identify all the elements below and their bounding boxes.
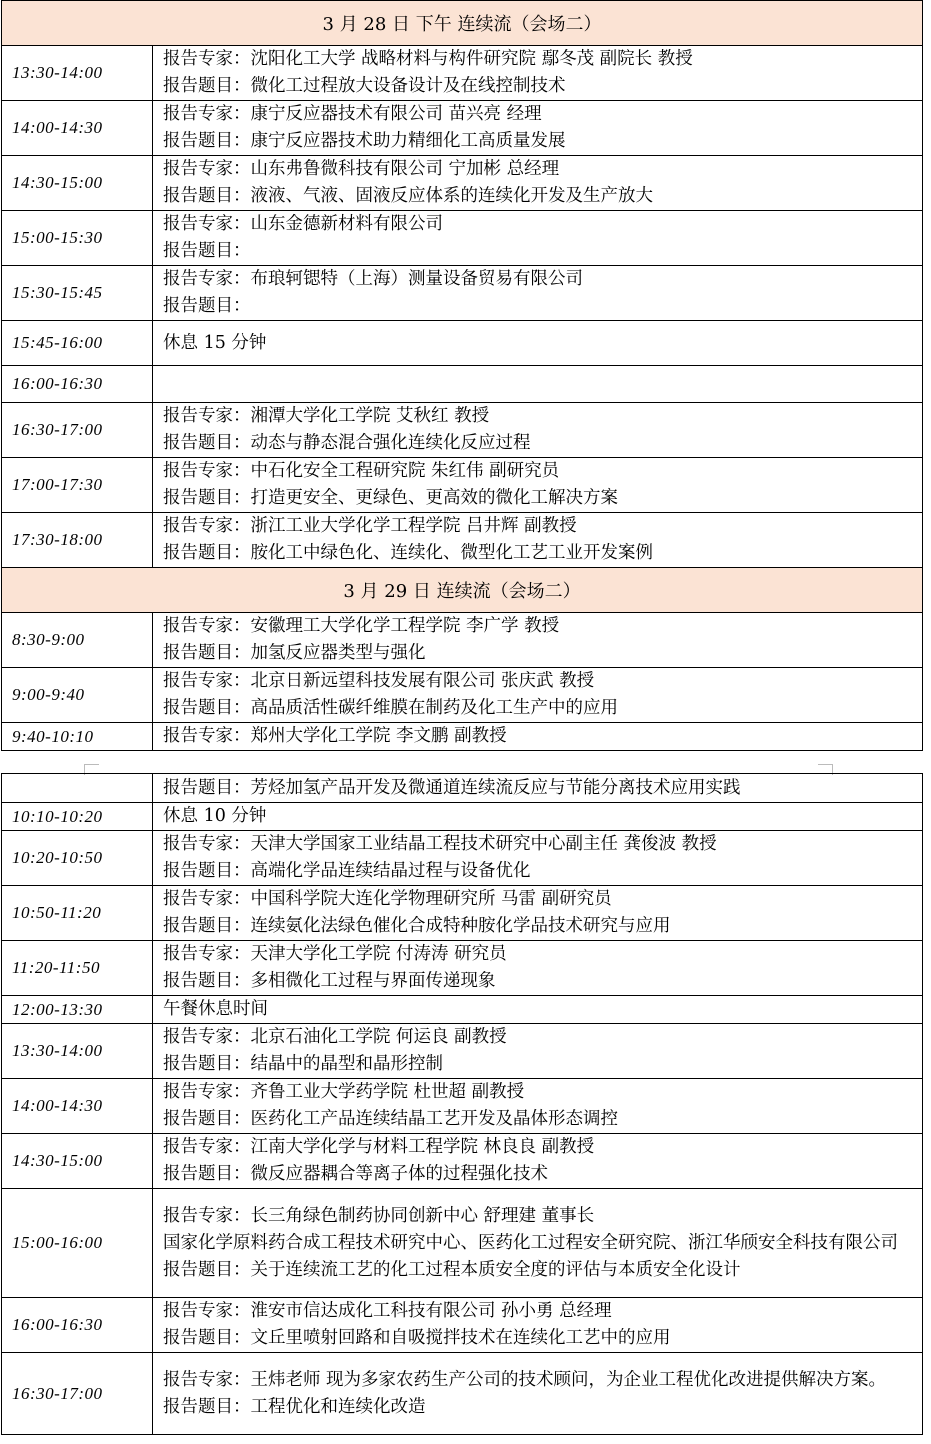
schedule-row (2, 886, 923, 941)
break-line: 休息 15 分钟 (163, 332, 267, 353)
schedule-row (2, 321, 923, 366)
schedule-row (2, 803, 923, 831)
speaker-line: 报告专家：天津大学国家工业结晶工程技术研究中心副主任 龚俊波 教授 (163, 834, 717, 854)
schedule-row (2, 1298, 923, 1353)
session-info (153, 886, 923, 941)
time-slot: 14:00-14:30 (2, 1079, 153, 1134)
schedule-row (2, 156, 923, 211)
topic-line: 报告题目：胺化工中绿色化、连续化、微型化工艺工业开发案例 (163, 543, 653, 563)
time-slot: 10:10-10:20 (2, 803, 153, 831)
time-slot: 17:00-17:30 (2, 458, 153, 513)
time-slot: 9:00-9:40 (2, 668, 153, 723)
speaker-line: 报告专家：天津大学化工学院 付涛涛 研究员 (163, 944, 507, 964)
schedule-row (2, 723, 923, 751)
speaker-line: 报告专家：郑州大学化工学院 李文鹏 副教授 (163, 726, 507, 746)
break-line: 午餐休息时间 (163, 999, 268, 1019)
time-slot: 14:30-15:00 (2, 1134, 153, 1189)
topic-line: 报告题目：微反应器耦合等离子体的过程强化技术 (163, 1164, 548, 1184)
session-info (153, 1189, 923, 1298)
topic-line: 报告题目：连续氨化法绿色催化合成特种胺化学品技术研究与应用 (163, 916, 671, 936)
time-slot: 15:45-16:00 (2, 321, 153, 366)
speaker-line: 报告专家：山东金德新材料有限公司 (163, 214, 443, 234)
time-slot: 17:30-18:00 (2, 513, 153, 568)
topic-line: 报告题目：多相微化工过程与界面传递现象 (163, 971, 496, 991)
schedule-row (2, 513, 923, 568)
topic-line: 报告题目：微化工过程放大设备设计及在线控制技术 (163, 76, 566, 96)
topic-line: 报告题目： (163, 241, 251, 261)
time-slot: 12:00-13:30 (2, 996, 153, 1024)
speaker-line: 报告专家：山东弗鲁微科技有限公司 宁加彬 总经理 (163, 159, 560, 179)
time-slot: 16:00-16:30 (2, 366, 153, 403)
time-slot: 16:30-17:00 (2, 1353, 153, 1435)
schedule-row (2, 831, 923, 886)
session-info (153, 211, 923, 266)
schedule-row (2, 266, 923, 321)
schedule-row (2, 366, 923, 403)
break-line: 休息 10 分钟 (163, 806, 267, 826)
schedule-row (2, 1134, 923, 1189)
time-slot: 14:00-14:30 (2, 101, 153, 156)
topic-line: 报告题目：加氢反应器类型与强化 (163, 643, 426, 663)
session-info (153, 1024, 923, 1079)
speaker-line: 报告专家：长三角绿色制药协同创新中心 舒理建 董事长 (163, 1205, 595, 1226)
session-info (153, 1134, 923, 1189)
time-slot: 16:30-17:00 (2, 403, 153, 458)
speaker-line: 报告专家：王炜老师 现为多家农药生产公司的技术顾问，为企业工程优化改进提供解决方案。 (163, 1369, 887, 1390)
schedule-row (2, 1024, 923, 1079)
session-info (153, 513, 923, 568)
section-header-mar29 (2, 568, 923, 613)
session-info (153, 321, 923, 366)
topic-line: 报告题目：高端化学品连续结晶过程与设备优化 (163, 861, 531, 881)
schedule-table-page1 (1, 0, 923, 751)
session-info (153, 803, 923, 831)
schedule-row (2, 1079, 923, 1134)
session-info (153, 46, 923, 101)
time-slot: 8:30-9:00 (2, 613, 153, 668)
session-info (153, 403, 923, 458)
section-title: 3 月 29 日 连续流（会场二） (2, 568, 923, 613)
schedule-row (2, 1353, 923, 1435)
schedule-row (2, 101, 923, 156)
time-slot: 10:20-10:50 (2, 831, 153, 886)
topic-line: 报告题目：工程优化和连续化改造 (163, 1396, 426, 1417)
session-info (153, 1353, 923, 1435)
speaker-line: 报告专家：北京日新远望科技发展有限公司 张庆武 教授 (163, 671, 595, 691)
section-title: 3 月 28 日 下午 连续流（会场二） (2, 1, 923, 46)
speaker-line: 报告专家：沈阳化工大学 战略材料与构件研究院 鄢冬茂 副院长 教授 (163, 49, 693, 69)
topic-line: 报告题目：医药化工产品连续结晶工艺开发及晶体形态调控 (163, 1109, 618, 1129)
topic-line: 报告题目：关于连续流工艺的化工过程本质安全度的评估与本质安全化设计 (163, 1259, 741, 1280)
speaker-line: 报告专家：康宁反应器技术有限公司 苗兴亮 经理 (163, 104, 542, 124)
topic-line: 报告题目：康宁反应器技术助力精细化工高质量发展 (163, 131, 566, 151)
time-slot: 15:00-16:00 (2, 1189, 153, 1298)
session-info (153, 101, 923, 156)
speaker-line: 报告专家：江南大学化学与材料工程学院 林良良 副教授 (163, 1137, 595, 1157)
schedule-row (2, 1189, 923, 1298)
time-slot: 15:30-15:45 (2, 266, 153, 321)
speaker-line: 报告专家：北京石油化工学院 何运良 副教授 (163, 1027, 507, 1047)
topic-line: 报告题目：动态与静态混合强化连续化反应过程 (163, 433, 531, 453)
speaker-line: 报告专家：淮安市信达成化工科技有限公司 孙小勇 总经理 (163, 1301, 612, 1321)
speaker-line: 报告专家：布琅轲锶特（上海）测量设备贸易有限公司 (163, 269, 583, 289)
topic-line: 报告题目：文丘里喷射回路和自吸搅拌技术在连续化工艺中的应用 (163, 1328, 671, 1348)
schedule-row (2, 403, 923, 458)
session-info (153, 996, 923, 1024)
schedule-row (2, 774, 923, 803)
session-info (153, 613, 923, 668)
time-slot: 13:30-14:00 (2, 1024, 153, 1079)
schedule-row (2, 46, 923, 101)
section-header-mar28 (2, 1, 923, 46)
session-info (153, 458, 923, 513)
topic-line: 报告题目：液液、气液、固液反应体系的连续化开发及生产放大 (163, 186, 653, 206)
schedule-row (2, 996, 923, 1024)
time-slot: 9:40-10:10 (2, 723, 153, 751)
time-slot: 16:00-16:30 (2, 1298, 153, 1353)
time-slot: 13:30-14:00 (2, 46, 153, 101)
session-info (153, 668, 923, 723)
session-info (153, 156, 923, 211)
topic-line: 报告题目：芳烃加氢产品开发及微通道连续流反应与节能分离技术应用实践 (163, 777, 741, 798)
topic-line: 报告题目：打造更安全、更绿色、更高效的微化工解决方案 (163, 488, 618, 508)
session-info (153, 941, 923, 996)
session-info (153, 723, 923, 751)
session-info (153, 266, 923, 321)
topic-line: 报告题目：结晶中的晶型和晶形控制 (163, 1054, 443, 1074)
schedule-row (2, 211, 923, 266)
time-slot: 15:00-15:30 (2, 211, 153, 266)
time-slot (2, 774, 153, 803)
session-info (153, 1079, 923, 1134)
time-slot: 10:50-11:20 (2, 886, 153, 941)
schedule-row (2, 668, 923, 723)
session-info (153, 774, 923, 803)
affiliation-line: 国家化学原料药合成工程技术研究中心、医药化工过程安全研究院、浙江华颀安全科技有限公司 (163, 1232, 898, 1253)
speaker-line: 报告专家：中石化安全工程研究院 朱红伟 副研究员 (163, 461, 560, 481)
topic-line: 报告题目： (163, 296, 251, 316)
schedule-row (2, 458, 923, 513)
speaker-line: 报告专家：中国科学院大连化学物理研究所 马雷 副研究员 (163, 889, 612, 909)
schedule-row (2, 613, 923, 668)
time-slot: 14:30-15:00 (2, 156, 153, 211)
speaker-line: 报告专家：安徽理工大学化学工程学院 李广学 教授 (163, 616, 560, 636)
schedule-row (2, 941, 923, 996)
session-info (153, 831, 923, 886)
speaker-line: 报告专家：湘潭大学化工学院 艾秋红 教授 (163, 406, 490, 426)
session-info (153, 366, 923, 403)
session-info (153, 1298, 923, 1353)
time-slot: 11:20-11:50 (2, 941, 153, 996)
topic-line: 报告题目：高品质活性碳纤维膜在制药及化工生产中的应用 (163, 698, 618, 718)
schedule-table-page2 (1, 773, 923, 1435)
speaker-line: 报告专家：浙江工业大学化学工程学院 吕井辉 副教授 (163, 516, 577, 536)
speaker-line: 报告专家：齐鲁工业大学药学院 杜世超 副教授 (163, 1082, 525, 1102)
